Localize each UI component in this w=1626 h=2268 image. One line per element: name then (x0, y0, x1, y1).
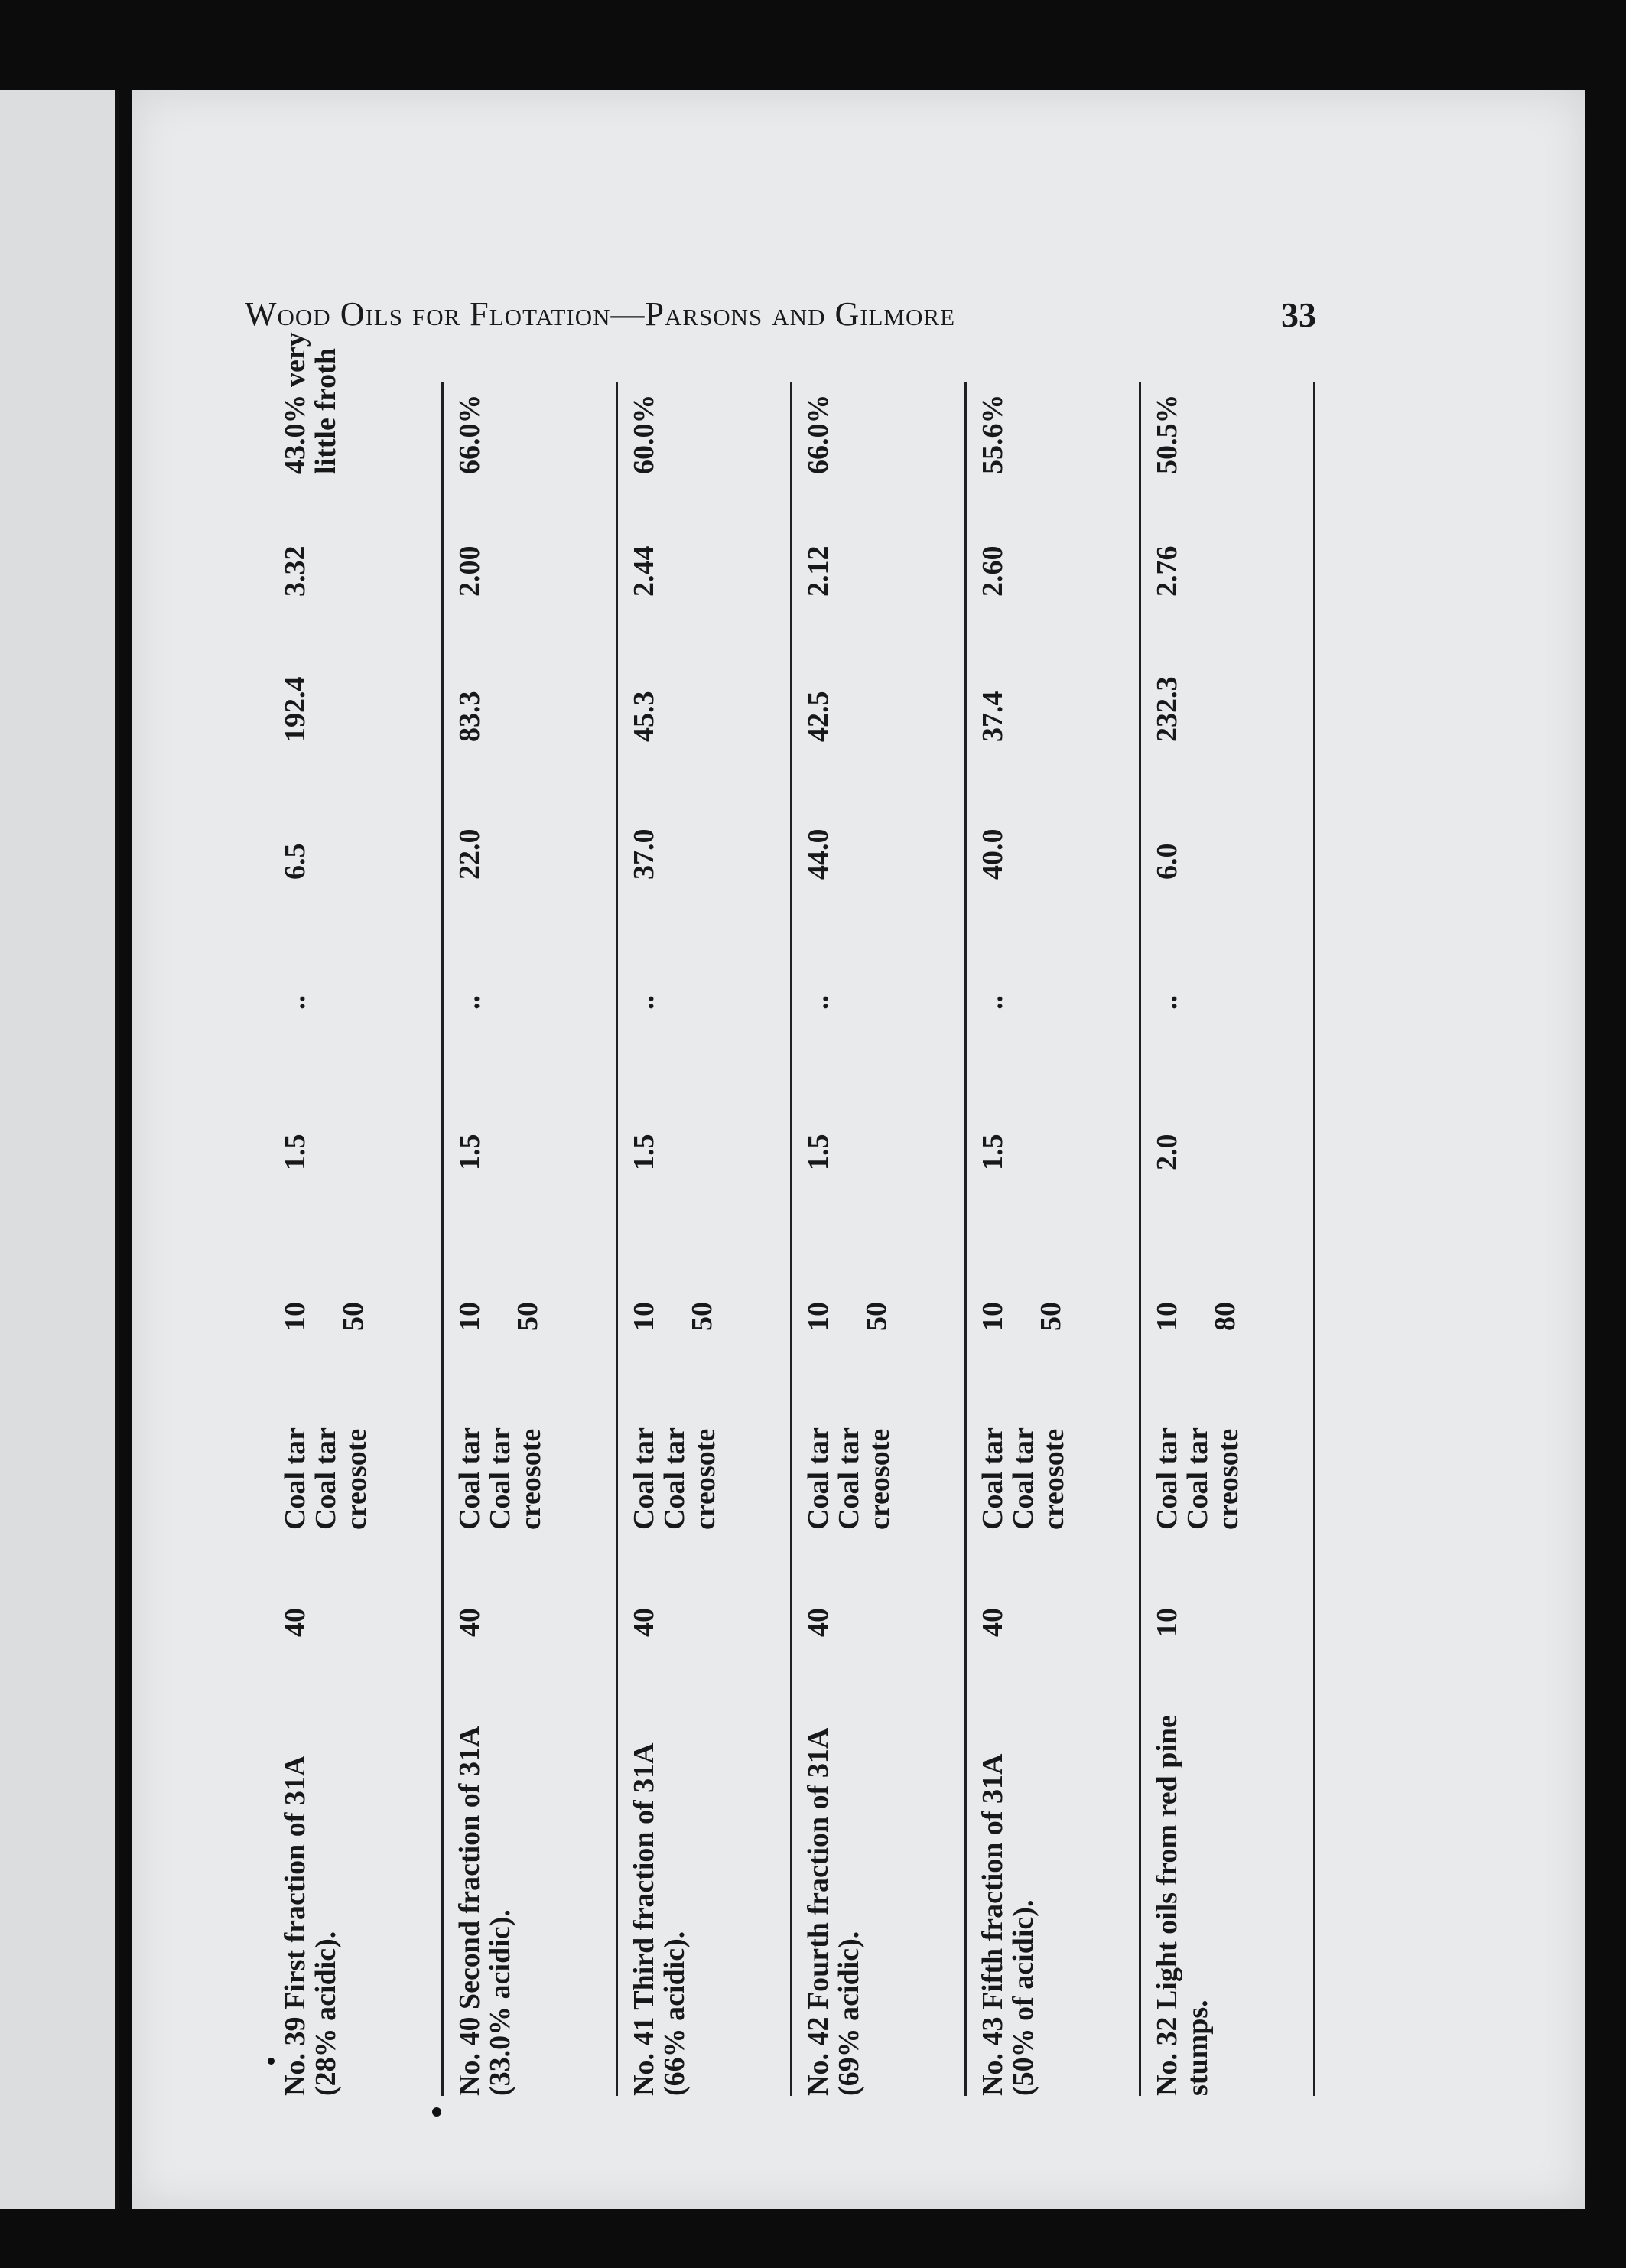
quantity-a: 10 (279, 1302, 311, 1331)
value-1: 2.0 (1151, 1134, 1183, 1170)
table-row (446, 382, 618, 2096)
quantity-cell (1153, 1239, 1241, 1331)
value-1: 1.5 (628, 1134, 660, 1170)
value-4: 2.76 (1151, 545, 1183, 597)
recovery-value: 66.0% (802, 394, 834, 474)
empty-value: .. (1151, 995, 1183, 1010)
oil-name: No. 39 First fraction of 31A (28% acidic). (279, 1756, 342, 2096)
value-2: 22.0 (454, 828, 486, 880)
value-2: 40.0 (977, 828, 1009, 880)
amount-value: 40 (802, 1608, 834, 1637)
value-3: 45.3 (628, 691, 660, 742)
oil-name: No. 40 Second fraction of 31A (33.0% acidic). (454, 1727, 516, 2096)
value-1: 1.5 (279, 1134, 311, 1170)
additive-type: Coal tar Coal tar creosote (628, 1427, 721, 1530)
value-1: 1.5 (802, 1134, 834, 1170)
running-header: Wood Oils for Flotation—Parsons and Gilmore (245, 295, 956, 333)
oil-name: No. 41 Third fraction of 31A (66% acidic). (628, 1744, 691, 2096)
quantity-a: 10 (977, 1302, 1009, 1331)
quantity-b: 50 (860, 1302, 893, 1331)
page-number: 33 (1281, 295, 1316, 334)
table-bottom-rule (1313, 382, 1315, 2096)
recovery-value: 43.0% very little froth (279, 332, 342, 474)
quantity-a: 10 (628, 1302, 660, 1331)
value-3: 192.4 (279, 676, 311, 742)
additive-type: Coal tar Coal tar creosote (977, 1427, 1070, 1530)
row-divider (1139, 382, 1141, 2096)
additive-type: Coal tar Coal tar creosote (1151, 1427, 1244, 1530)
ink-speck (432, 2107, 441, 2117)
amount-value: 40 (628, 1608, 660, 1637)
additive-type: Coal tar Coal tar creosote (454, 1427, 547, 1530)
ink-speck (268, 2058, 275, 2065)
recovery-value: 66.0% (454, 394, 486, 474)
quantity-a: 10 (1151, 1302, 1183, 1331)
value-4: 2.44 (628, 545, 660, 597)
quantity-cell (804, 1239, 893, 1331)
table-row (272, 332, 444, 2096)
table-row (620, 382, 792, 2096)
value-4: 3.32 (279, 545, 311, 597)
value-3: 83.3 (454, 691, 486, 742)
row-divider (790, 382, 792, 2096)
empty-value: .. (279, 995, 311, 1010)
oil-name: No. 42 Fourth fraction of 31A (69% acidic). (802, 1729, 865, 2096)
empty-value: .. (628, 995, 660, 1010)
value-3: 232.3 (1151, 676, 1183, 742)
empty-value: .. (454, 995, 486, 1010)
value-4: 2.12 (802, 545, 834, 597)
value-4: 2.00 (454, 545, 486, 597)
value-3: 37.4 (977, 691, 1009, 742)
empty-value: .. (802, 995, 834, 1010)
value-2: 6.5 (279, 843, 311, 880)
oil-name: No. 32 Light oils from red pine stumps. (1151, 1715, 1214, 2096)
quantity-b: 50 (685, 1302, 718, 1331)
value-2: 6.0 (1151, 843, 1183, 880)
quantity-cell (629, 1239, 718, 1331)
value-2: 44.0 (802, 828, 834, 880)
table-row (1143, 382, 1315, 2096)
quantity-a: 10 (454, 1302, 486, 1331)
oil-name: No. 43 Fifth fraction of 31A (50% of acidic). (977, 1755, 1039, 2096)
amount-value: 40 (977, 1608, 1009, 1637)
recovery-value: 55.6% (977, 394, 1009, 474)
quantity-b: 50 (1034, 1302, 1067, 1331)
table-row (969, 382, 1141, 2096)
row-divider (964, 382, 967, 2096)
quantity-cell (978, 1239, 1067, 1331)
value-2: 37.0 (628, 828, 660, 880)
recovery-value: 50.5% (1151, 394, 1183, 474)
quantity-b: 50 (511, 1302, 544, 1331)
quantity-b: 80 (1208, 1302, 1241, 1331)
value-3: 42.5 (802, 691, 834, 742)
amount-value: 40 (279, 1608, 311, 1637)
amount-value: 10 (1151, 1608, 1183, 1637)
value-4: 2.60 (977, 545, 1009, 597)
value-1: 1.5 (977, 1134, 1009, 1170)
additive-type: Coal tar Coal tar creosote (279, 1427, 372, 1530)
additive-type: Coal tar Coal tar creosote (802, 1427, 896, 1530)
data-table (272, 332, 1319, 2096)
row-divider (616, 382, 618, 2096)
value-1: 1.5 (454, 1134, 486, 1170)
recovery-value: 60.0% (628, 394, 660, 474)
amount-value: 40 (454, 1608, 486, 1637)
quantity-a: 10 (802, 1302, 834, 1331)
quantity-cell (455, 1239, 544, 1331)
quantity-b: 50 (337, 1302, 369, 1331)
left-page-edge (0, 90, 119, 2209)
empty-value: .. (977, 995, 1009, 1010)
table-row (795, 382, 967, 2096)
quantity-cell (281, 1239, 369, 1331)
row-divider (441, 382, 444, 2096)
